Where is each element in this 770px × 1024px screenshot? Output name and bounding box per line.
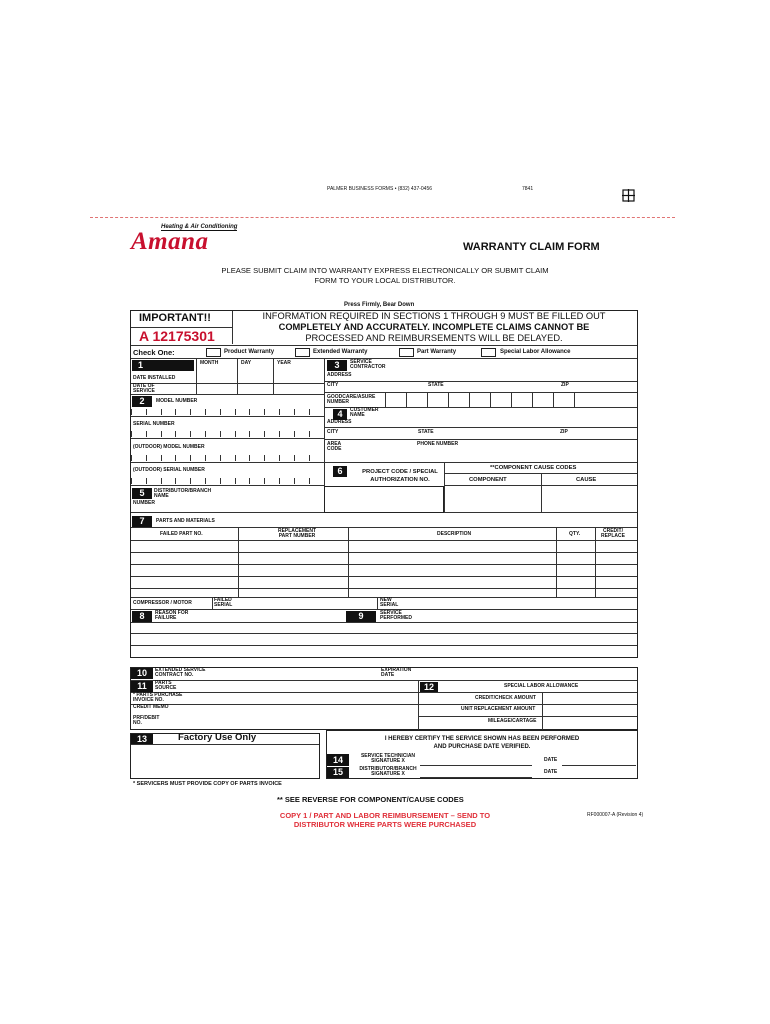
goodcare-box-divider xyxy=(448,392,449,407)
digit-tick xyxy=(175,455,176,461)
digit-tick xyxy=(175,478,176,484)
replacement-part-header: REPLACEMENT PART NUMBER xyxy=(277,528,317,540)
digit-tick xyxy=(235,478,236,484)
digit-tick xyxy=(235,455,236,461)
failed-part-header: FAILED PART NO. xyxy=(160,531,203,537)
special-labor-label: Special Labor Allowance xyxy=(500,349,571,355)
contractor-state-label: STATE xyxy=(428,382,444,388)
parts-grid-column xyxy=(595,527,596,597)
digit-tick xyxy=(205,455,206,461)
expiration-date-label: EXPIRATION DATE xyxy=(381,667,412,679)
section-10-number: 10 xyxy=(131,668,153,679)
distributor-date-label: DATE xyxy=(544,769,558,775)
part-warranty-checkbox[interactable] xyxy=(399,348,414,357)
cause-header: CAUSE xyxy=(576,477,597,483)
digit-tick xyxy=(175,431,176,437)
servicers-note: * SERVICERS MUST PROVIDE COPY OF PARTS INVOICE xyxy=(133,781,282,787)
parts-grid-row xyxy=(131,540,637,541)
digit-tick xyxy=(131,409,132,415)
section-14-number: 14 xyxy=(327,754,349,766)
digit-tick xyxy=(190,455,191,461)
extended-service-label: EXTENDED SERVICE CONTRACT NO. xyxy=(155,667,206,679)
digit-tick xyxy=(161,478,162,484)
digit-tick xyxy=(205,478,206,484)
customer-zip-label: ZIP xyxy=(560,429,568,435)
perforation-line xyxy=(90,217,675,218)
digit-tick xyxy=(249,455,250,461)
digit-tick xyxy=(279,431,280,437)
digit-tick xyxy=(294,455,295,461)
part-warranty-label: Part Warranty xyxy=(417,349,457,355)
printer-code: 7841 xyxy=(522,186,534,192)
section-12-number: 12 xyxy=(420,682,438,693)
cause-codes-label: **COMPONENT CAUSE CODES xyxy=(490,465,577,471)
parts-grid-row xyxy=(131,564,637,565)
date-installed-label: DATE INSTALLED xyxy=(133,375,176,381)
printer-line: PALMER BUSINESS FORMS • (832) 437-0456 xyxy=(327,186,433,192)
project-code-label xyxy=(350,468,450,484)
section-1-number: 1 xyxy=(132,360,194,371)
new-serial-label: NEW SERIAL xyxy=(380,597,399,609)
parts-grid-column xyxy=(556,527,557,597)
digit-tick xyxy=(264,478,265,484)
year-header: YEAR xyxy=(277,360,291,366)
credit-replace-header: CREDIT/ REPLACE xyxy=(601,528,625,540)
digit-tick xyxy=(309,409,310,415)
service-performed-label: SERVICE PERFORMED xyxy=(380,610,412,622)
section-13-number: 13 xyxy=(131,734,153,744)
digit-tick xyxy=(309,478,310,484)
day-header: DAY xyxy=(241,360,252,366)
customer-address-label: ADDRESS xyxy=(327,419,352,425)
failed-serial-label: FAILED SERIAL xyxy=(214,597,233,609)
certify-text xyxy=(326,735,638,751)
digit-tick xyxy=(220,431,221,437)
serial-number-label: SERIAL NUMBER xyxy=(133,421,175,427)
certify-line2: AND PURCHASE DATE VERIFIED. xyxy=(433,744,531,750)
digit-tick xyxy=(249,431,250,437)
mileage-label: MILEAGE/CARTAGE xyxy=(488,718,537,724)
parts-grid-row xyxy=(131,552,637,553)
outdoor-serial-label: (OUTDOOR) SERIAL NUMBER xyxy=(133,467,205,473)
distributor-branch-label: DISTRIBUTOR/BRANCH NAME xyxy=(154,488,212,500)
goodcare-label: GOODCARE/ASURE NUMBER xyxy=(327,394,376,406)
digit-tick xyxy=(205,409,206,415)
date-of-service-label: DATE OF SERVICE xyxy=(133,383,155,395)
digit-tick xyxy=(279,478,280,484)
digit-tick xyxy=(279,455,280,461)
component-header: COMPONENT xyxy=(469,477,507,483)
compressor-label: COMPRESSOR / MOTOR xyxy=(133,600,192,606)
parts-source-label: PARTS SOURCE xyxy=(155,680,177,692)
parts-grid-row xyxy=(131,576,637,577)
section-15-number: 15 xyxy=(327,767,349,778)
digit-tick xyxy=(264,431,265,437)
digit-tick xyxy=(220,455,221,461)
important-line2: COMPLETELY AND ACCURATELY. INCOMPLETE CLAIMS CANNOT BE xyxy=(278,322,590,332)
digit-tick xyxy=(249,409,250,415)
digit-tick xyxy=(264,409,265,415)
unit-replacement-label: UNIT REPLACEMENT AMOUNT xyxy=(461,706,536,712)
digit-tick xyxy=(175,409,176,415)
customer-name-label: CUSTOMER NAME xyxy=(350,407,379,419)
technician-signature-label: SERVICE TECHNICIAN SIGNATURE X xyxy=(360,753,416,765)
extended-warranty-label: Extended Warranty xyxy=(313,349,368,355)
credit-check-label: CREDIT/CHECK AMOUNT xyxy=(475,695,536,701)
digit-tick xyxy=(264,455,265,461)
digit-tick xyxy=(279,409,280,415)
digit-tick xyxy=(220,409,221,415)
parts-grid-column xyxy=(238,527,239,597)
model-number-label: MODEL NUMBER xyxy=(156,398,198,404)
digit-tick xyxy=(220,478,221,484)
description-header: DESCRIPTION xyxy=(437,531,472,537)
distributor-number-label: NUMBER xyxy=(133,500,155,506)
digit-tick xyxy=(131,478,132,484)
goodcare-box-divider xyxy=(532,392,533,407)
goodcare-box-divider xyxy=(469,392,470,407)
credit-memo-label: CREDIT MEMO xyxy=(133,704,169,710)
check-one-label: Check One: xyxy=(133,348,175,357)
customer-state-label: STATE xyxy=(418,429,434,435)
digit-tick xyxy=(131,431,132,437)
section-11-number: 11 xyxy=(131,681,153,692)
goodcare-box-divider xyxy=(511,392,512,407)
project-code-field[interactable] xyxy=(324,486,444,513)
digit-tick xyxy=(146,409,147,415)
digit-tick xyxy=(249,478,250,484)
digit-tick xyxy=(161,409,162,415)
project-code-line1: PROJECT CODE / SPECIAL xyxy=(362,469,438,475)
see-reverse-note: ** SEE REVERSE FOR COMPONENT/CAUSE CODES xyxy=(277,795,464,804)
technician-date-label: DATE xyxy=(544,757,558,763)
copy-line1: COPY 1 / PART AND LABOR REIMBURSEMENT – SEND TO xyxy=(279,811,491,820)
section-8-number: 8 xyxy=(132,611,152,622)
copy-note xyxy=(240,811,530,829)
digit-tick xyxy=(294,409,295,415)
digit-tick xyxy=(190,478,191,484)
digit-tick xyxy=(309,431,310,437)
form-title: WARRANTY CLAIM FORM xyxy=(463,241,600,253)
product-warranty-checkbox[interactable] xyxy=(206,348,221,357)
instructions-line1: PLEASE SUBMIT CLAIM INTO WARRANTY EXPRESS ELECTRONICALLY OR SUBMIT CLAIM xyxy=(221,266,549,275)
factory-use-label: Factory Use Only xyxy=(178,732,257,743)
goodcare-box-divider xyxy=(490,392,491,407)
digit-tick xyxy=(294,431,295,437)
goodcare-box-divider xyxy=(427,392,428,407)
contractor-city-label: CITY xyxy=(327,382,339,388)
section-7-number: 7 xyxy=(132,516,152,527)
instructions-line2: FORM TO YOUR LOCAL DISTRIBUTOR. xyxy=(314,276,456,285)
digit-tick xyxy=(161,455,162,461)
parts-purchase-invoice-label: * PARTS PURCHASE INVOICE NO. xyxy=(133,692,183,704)
month-header: MONTH xyxy=(200,360,219,366)
revision-number: RF000007-A (Revision 4) xyxy=(587,812,644,818)
section-4-number: 4 xyxy=(333,409,347,420)
customer-city-label: CITY xyxy=(327,429,339,435)
important-line1: INFORMATION REQUIRED IN SECTIONS 1 THROUGH 9 MUST BE FILLED OUT xyxy=(262,311,606,321)
press-note: Press Firmly, Bear Down xyxy=(344,302,415,308)
special-labor-allowance-label: SPECIAL LABOR ALLOWANCE xyxy=(504,683,579,689)
important-line3: PROCESSED AND REIMBURSEMENTS WILL BE DELAYED. xyxy=(305,333,563,343)
brand-tagline: Heating & Air Conditioning xyxy=(161,224,238,230)
goodcare-box-divider xyxy=(574,392,575,407)
section-5-number: 5 xyxy=(132,488,152,499)
qty-header: QTY. xyxy=(569,531,581,537)
digit-tick xyxy=(309,455,310,461)
goodcare-box-divider xyxy=(553,392,554,407)
brand-name: Amana xyxy=(131,228,209,255)
digit-tick xyxy=(161,431,162,437)
goodcare-box-divider xyxy=(385,392,386,407)
special-labor-checkbox[interactable] xyxy=(481,348,496,357)
contractor-address-label: ADDRESS xyxy=(327,372,352,378)
section-9-number: 9 xyxy=(346,611,376,622)
project-code-line2: AUTHORIZATION NO. xyxy=(370,477,430,483)
digit-tick xyxy=(131,455,132,461)
parts-grid-row xyxy=(131,588,637,589)
certify-line1: I HEREBY CERTIFY THE SERVICE SHOWN HAS BEEN PERFORMED xyxy=(384,736,580,742)
extended-warranty-checkbox[interactable] xyxy=(295,348,310,357)
copy-line2: DISTRIBUTOR WHERE PARTS WERE PURCHASED xyxy=(293,820,477,829)
digit-tick xyxy=(146,455,147,461)
distributor-signature-label: DISTRIBUTOR/BRANCH SIGNATURE X xyxy=(359,766,417,778)
digit-tick xyxy=(190,409,191,415)
digit-tick xyxy=(235,431,236,437)
contractor-zip-label: ZIP xyxy=(561,382,569,388)
digit-tick xyxy=(205,431,206,437)
brand-logo xyxy=(131,224,237,253)
service-contractor-label: SERVICE CONTRACTOR xyxy=(350,359,386,371)
product-warranty-label: Product Warranty xyxy=(224,349,275,355)
parts-grid-column xyxy=(348,527,349,597)
phone-number-label: PHONE NUMBER xyxy=(417,441,459,447)
digit-tick xyxy=(190,431,191,437)
digit-tick xyxy=(294,478,295,484)
instructions xyxy=(0,266,770,286)
goodcare-box-divider xyxy=(406,392,407,407)
digit-tick xyxy=(146,431,147,437)
section-3-number: 3 xyxy=(327,360,347,371)
important-text xyxy=(232,311,636,344)
digit-tick xyxy=(235,409,236,415)
reason-failure-label: REASON FOR FAILURE xyxy=(155,610,189,622)
form-number: A 12175301 xyxy=(139,328,215,344)
outdoor-model-label: (OUTDOOR) MODEL NUMBER xyxy=(133,444,205,450)
parts-materials-label: PARTS AND MATERIALS xyxy=(156,518,215,524)
important-label: IMPORTANT!! xyxy=(139,312,211,324)
section-2-number: 2 xyxy=(132,396,152,407)
digit-tick xyxy=(146,478,147,484)
prf-debit-label: PRF/DEBIT NO. xyxy=(133,715,160,727)
section-6-number: 6 xyxy=(333,466,347,477)
area-code-label: AREA CODE xyxy=(327,441,342,453)
registration-mark-icon xyxy=(622,189,635,202)
